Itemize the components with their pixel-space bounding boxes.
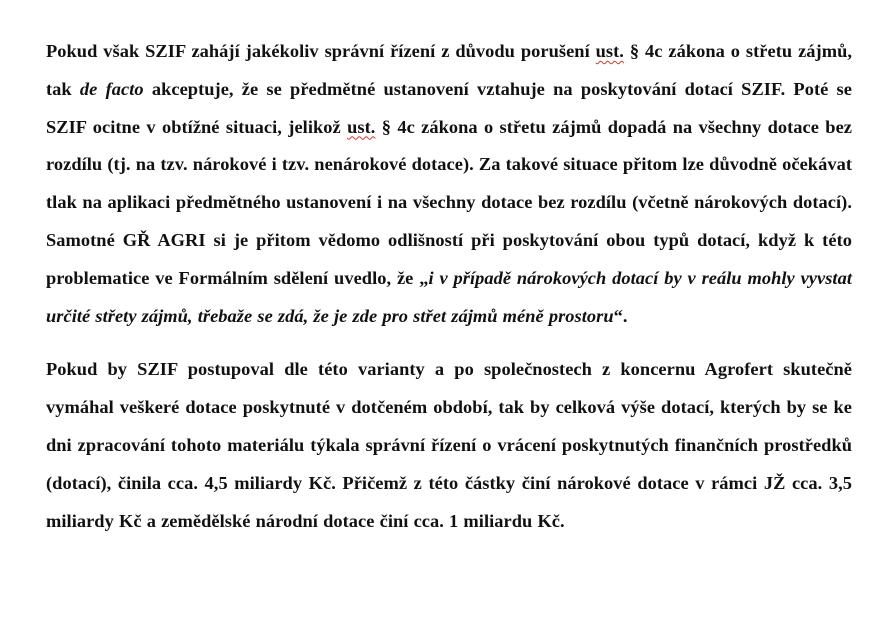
paragraph-2: Pokud by SZIF postupoval dle této varianty a po společnostech z koncernu Agrofert skutečně vymáhal veškeré dotace poskytnuté v dotčeném období, tak by celková výše dotací, kterých by se ke dni zpracování tohoto materiálu týkala správní řízení o vrácení poskytnutých finančních prostředků (dotací), činila cca. 4,5 miliardy Kč. Přičemž z této částky činí nárokové dotace v rámci JŽ cca. 3,5 miliardy Kč a zemědělské národní dotace činí cca. 1 miliardu Kč. xyxy=(46,359,852,531)
paragraph-1-text-end: “. xyxy=(613,305,628,326)
spelling-flagged-abbreviation[interactable]: ust. xyxy=(595,41,624,61)
paragraph-1-text-a: Pokud však SZIF zahájí jakékoliv správní řízení z důvodu porušení xyxy=(46,41,596,61)
paragraph-1-text-c: akceptuje, že se předmětné ustanovení vztahuje na poskytování dotací SZIF. Poté se SZIF ocitne v obtížné situaci, jelikož xyxy=(46,78,852,137)
spelling-flagged-abbreviation[interactable]: ust. xyxy=(347,116,376,137)
italic-term-de-facto: de facto xyxy=(79,78,144,99)
paragraph-1-text-d: § 4c zákona o střetu zájmů dopadá na všechny dotace bez rozdílu (tj. na tzv. nárokové i tzv. nenárokové dotace). Za takové situace přitom lze důvodně očekávat tlak na aplikaci předmětného ustanovení i na všechny dotace bez rozdílu (včetně nárokových dotací). Samotné GŘ AGRI si je přitom vědomo odlišností při poskytování obou typů dotací, když k této problematice ve Formálním sdělení uvedlo, že „ xyxy=(46,116,852,288)
paragraph-1-text-b: § 4c zákona o střetu zájmů, tak xyxy=(46,41,853,99)
italic-quotation: i v případě nárokových dotací by v reálu mohly vyvstat určité střety zájmů, třebaže se zdá, že je zde pro střet zájmů méně prostoru xyxy=(46,267,852,326)
paragraph-1 xyxy=(46,33,852,335)
